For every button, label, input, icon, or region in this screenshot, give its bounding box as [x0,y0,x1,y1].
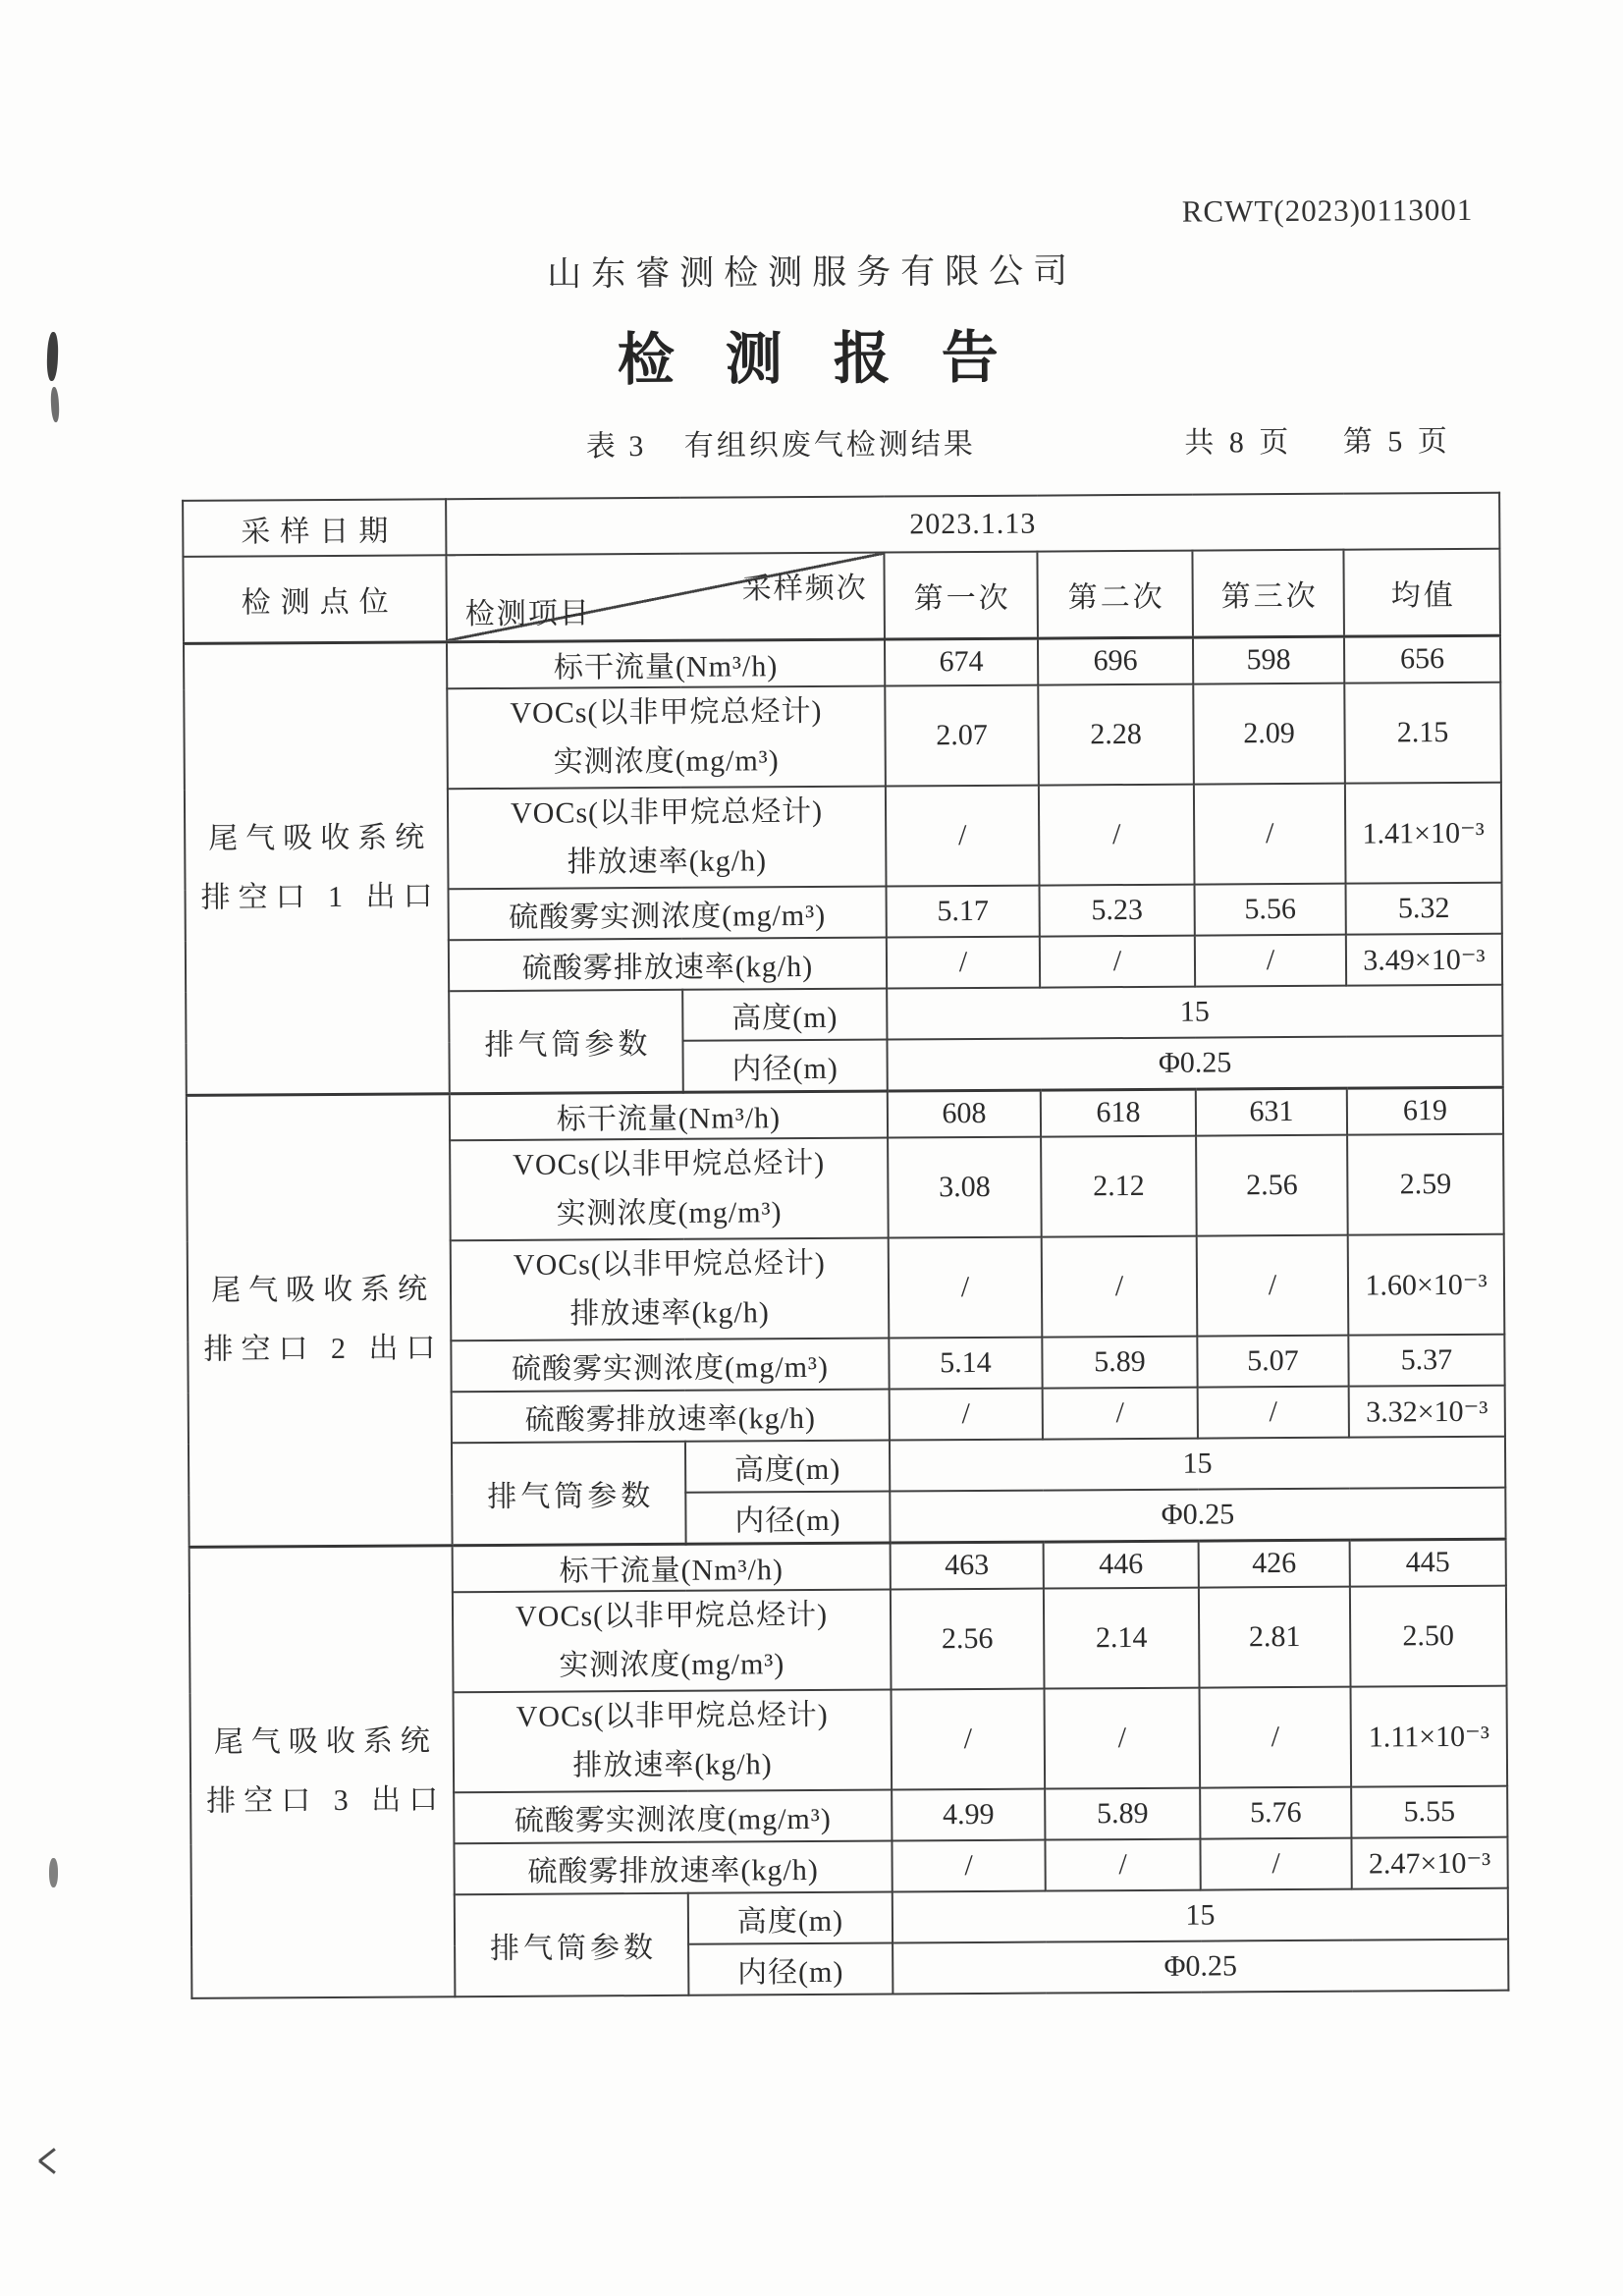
item-label [447,686,886,790]
value-cell: 2.15 [1344,683,1501,784]
stack-height-value: 15 [890,1437,1505,1492]
value-cell: 1.41×10⁻³ [1345,783,1502,884]
item-label-line2: 排放速率(kg/h) [572,1748,773,1782]
value-cell: 5.07 [1197,1336,1348,1388]
page-current: 第 5 页 [1342,425,1451,459]
item-label-line2: 实测浓度(mg/m³) [556,1196,783,1230]
report-number: RCWT(2023)0113001 [1181,191,1474,229]
value-cell: / [890,1389,1043,1441]
stack-diameter-label: 内径(m) [688,1943,893,1995]
table-caption-text: 有组织废气检测结果 [683,427,976,463]
company-name: 山东睿测检测服务有限公司 [547,251,1078,294]
value-cell: 2.47×10⁻³ [1351,1837,1507,1889]
item-label [454,1690,893,1793]
stack-diameter-value: Φ0.25 [887,1036,1502,1091]
item-label [451,1238,890,1341]
value-cell: / [886,786,1040,887]
value-cell: / [892,1840,1045,1892]
stack-diameter-label: 内径(m) [682,1040,887,1092]
value-cell: / [1040,936,1195,988]
value-cell: / [887,937,1040,989]
stack-diameter-value: Φ0.25 [893,1940,1508,1995]
item-label: 标干流量(Nm³/h) [450,1091,888,1141]
item-label: 硫酸雾排放速率(kg/h) [452,1390,890,1444]
value-cell: 674 [885,638,1038,686]
item-label [450,1138,889,1241]
value-cell: 2.59 [1347,1134,1504,1235]
value-cell: 2.28 [1038,684,1194,786]
value-cell: 445 [1350,1539,1506,1587]
value-cell: / [892,1689,1046,1790]
monitor-point-line2: 排空口 3 出口 [206,1783,447,1819]
page-title: 检测报告 [617,325,1050,393]
value-cell: 619 [1347,1087,1503,1135]
value-cell: / [1042,1236,1198,1338]
diagonal-top-label: 采样频次 [741,572,868,606]
value-cell: / [1195,935,1346,987]
item-label-line1: VOCs(以非甲烷总烃计) [515,1698,829,1733]
item-label: 硫酸雾实测浓度(mg/m³) [451,1339,889,1393]
monitor-point-s2 [187,1093,453,1547]
item-label-line2: 实测浓度(mg/m³) [559,1648,785,1682]
diagonal-bottom-label: 检测项目 [464,596,591,630]
stack-diameter-value: Φ0.25 [890,1488,1505,1543]
value-cell: / [1043,1388,1198,1440]
monitor-point-line2: 排空口 1 出口 [200,880,441,914]
stack-height-label: 高度(m) [688,1892,893,1944]
value-cell: 426 [1199,1540,1350,1588]
value-cell: 608 [888,1090,1041,1138]
value-cell: 2.14 [1044,1588,1200,1689]
value-cell: 2.56 [1196,1135,1348,1236]
item-label-line1: VOCs(以非甲烷总烃计) [510,694,823,730]
item-label [453,1590,892,1693]
value-cell: 618 [1041,1089,1196,1137]
value-cell: / [1200,1838,1351,1890]
value-cell: 5.37 [1348,1335,1504,1387]
value-cell: 2.56 [891,1589,1045,1690]
value-cell: 2.81 [1199,1587,1351,1688]
item-label: 硫酸雾排放速率(kg/h) [449,938,887,992]
sampling-date-label: 采样日期 [183,499,446,557]
table-caption-number: 表 3 [585,430,647,464]
monitor-point-line1: 尾气吸收系统 [210,1273,436,1307]
value-cell: 5.89 [1045,1788,1200,1840]
value-cell: / [1039,785,1195,886]
value-cell: 5.14 [889,1338,1042,1390]
value-cell: 1.11×10⁻³ [1351,1686,1508,1787]
stack-height-value: 15 [887,985,1502,1040]
value-cell: 5.56 [1195,884,1346,936]
value-cell: 2.07 [885,685,1039,787]
pagination [1184,416,1451,462]
monitor-point-line2: 排空口 2 出口 [203,1332,444,1366]
scan-artifact [49,1858,58,1887]
value-cell: 3.32×10⁻³ [1349,1386,1505,1438]
item-label-line2: 排放速率(kg/h) [569,1296,770,1331]
pages-total: 共 8 页 [1184,425,1293,460]
item-label: 硫酸雾实测浓度(mg/m³) [449,887,887,941]
stack-params-label: 排气筒参数 [455,1893,689,1996]
monitor-point-s1 [184,641,450,1095]
value-cell: / [1045,1688,1201,1789]
value-cell: 2.12 [1041,1136,1197,1237]
stack-height-label: 高度(m) [685,1441,890,1493]
stack-diameter-label: 内径(m) [685,1492,890,1544]
monitor-point-line1: 尾气吸收系统 [208,821,433,855]
value-cell: 5.23 [1040,885,1195,937]
value-cell: / [1197,1235,1349,1337]
sampling-date-value: 2023.1.13 [446,493,1499,556]
value-cell: 5.76 [1200,1787,1351,1839]
item-label-line2: 排放速率(kg/h) [567,845,768,879]
item-label [448,787,887,890]
value-cell: 2.50 [1350,1586,1507,1687]
monitor-point-label: 检测点位 [183,555,447,643]
item-label: 硫酸雾实测浓度(mg/m³) [454,1790,892,1844]
freq-header-1: 第一次 [884,552,1038,639]
freq-header-3: 第三次 [1192,550,1344,637]
item-label-line2: 实测浓度(mg/m³) [553,744,780,779]
value-cell: 463 [891,1542,1044,1590]
value-cell: 3.49×10⁻³ [1346,934,1502,986]
monitor-point-line1: 尾气吸收系统 [213,1724,438,1759]
monitor-point-s3 [189,1545,456,1998]
value-cell: 3.08 [888,1137,1042,1238]
freq-header-avg: 均值 [1343,549,1500,636]
stack-params-label: 排气筒参数 [452,1442,686,1545]
value-cell: 598 [1193,636,1344,684]
table-caption [586,419,976,465]
value-cell: 5.55 [1351,1786,1507,1838]
item-label-line1: VOCs(以非甲烷总烃计) [514,1598,829,1633]
value-cell: 4.99 [892,1789,1045,1841]
diagonal-header-cell [446,553,885,642]
item-label: 硫酸雾排放速率(kg/h) [454,1841,892,1895]
value-cell: / [1045,1839,1200,1891]
value-cell: 1.60×10⁻³ [1348,1234,1505,1336]
item-label: 标干流量(Nm³/h) [453,1543,891,1593]
value-cell: 5.17 [887,886,1040,938]
value-cell: 631 [1196,1088,1347,1136]
value-cell: 446 [1044,1541,1199,1589]
item-label-line1: VOCs(以非甲烷总烃计) [513,1146,826,1181]
value-cell: / [1194,784,1346,885]
value-cell: / [1200,1687,1352,1788]
stack-height-value: 15 [893,1888,1508,1943]
value-cell: / [1198,1387,1349,1439]
item-label-line1: VOCs(以非甲烷总烃计) [510,794,824,830]
value-cell: / [889,1237,1043,1339]
stack-params-label: 排气筒参数 [449,990,683,1093]
freq-header-2: 第二次 [1037,551,1193,638]
value-cell: 5.89 [1042,1337,1197,1389]
value-cell: 5.32 [1346,883,1502,935]
result-table [182,492,1509,1999]
item-label-line1: VOCs(以非甲烷总烃计) [513,1246,826,1282]
item-label: 标干流量(Nm³/h) [447,639,885,689]
value-cell: 2.09 [1193,683,1345,785]
stack-height-label: 高度(m) [682,989,887,1041]
value-cell: 656 [1344,635,1500,683]
value-cell: 696 [1038,637,1193,685]
